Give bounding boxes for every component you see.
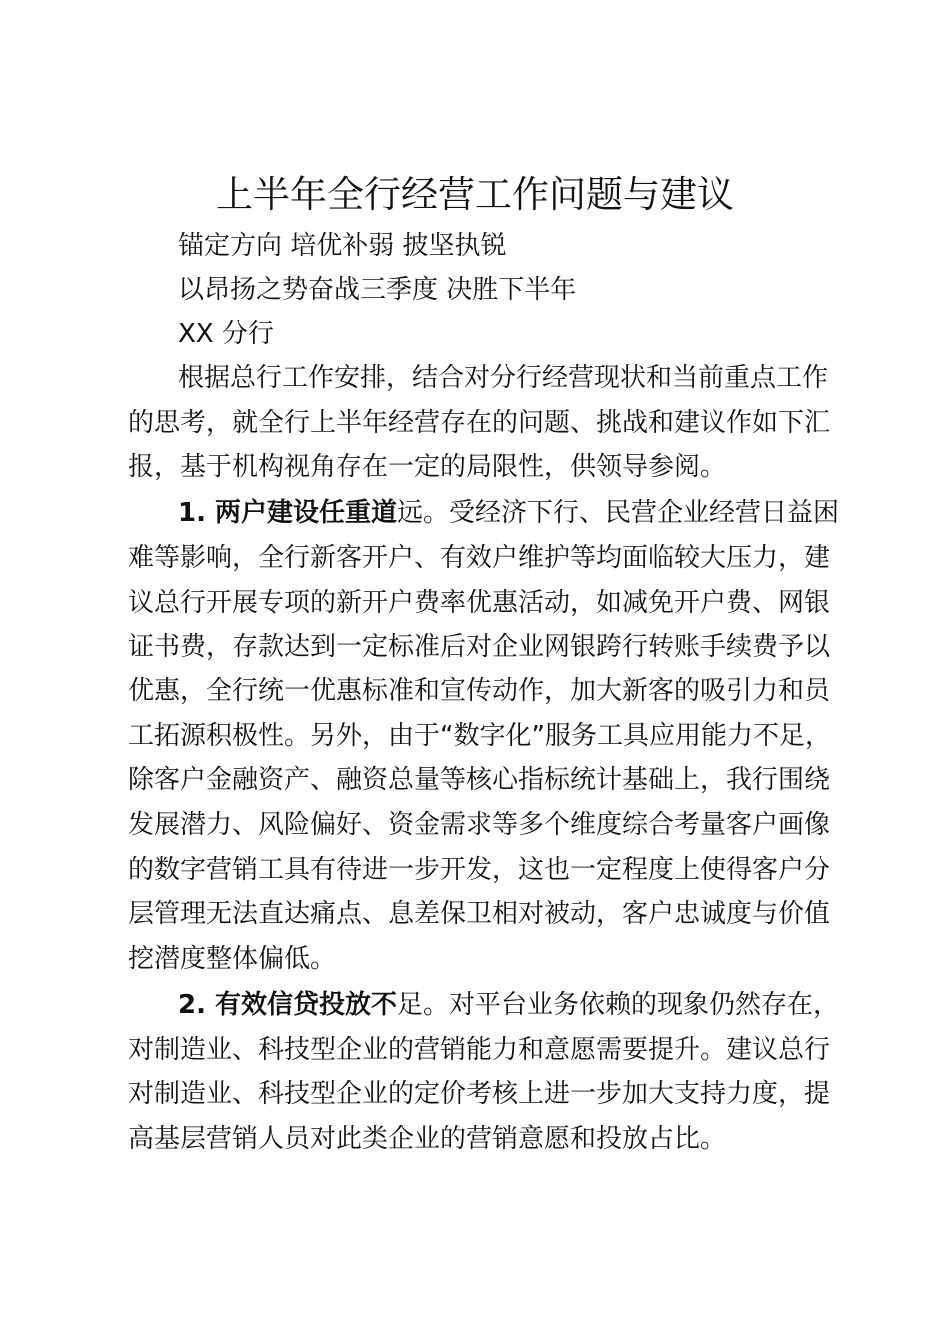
section1-heading: 1. 两户建设任重道 xyxy=(178,498,398,528)
document-title: 上半年全行经营工作问题与建议 xyxy=(216,173,734,216)
section2-heading: 2. 有效信贷投放不 xyxy=(178,990,398,1020)
section1-line: 优惠，全行统一优惠标准和宣传动作，加大新客的吸引力和员 xyxy=(128,676,831,706)
section1-line: 议总行开展专项的新开户费率优惠活动，如减免开户费、网银 xyxy=(128,588,831,618)
section1-line: 挖潜度整体偏低。 xyxy=(128,944,337,974)
subtitle-line-1: 锚定方向 培优补弱 披坚执锐 xyxy=(178,231,507,261)
section1-line: 发展潜力、风险偏好、资金需求等多个维度综合考量客户画像 xyxy=(128,810,831,840)
section1-line: 工拓源积极性。另外，由于“数字化”服务工具应用能力不足， xyxy=(128,721,831,751)
intro-line: 的思考，就全行上半年经营存在的问题、挑战和建议作如下汇 xyxy=(128,408,831,438)
author-line: XX 分行 xyxy=(178,319,274,349)
section1-heading-tail: 远。受经济下行、民营企业经营日益困 xyxy=(397,498,840,528)
intro-line: 报，基于机构视角存在一定的局限性，供领导参阅。 xyxy=(128,452,727,482)
section1-first-line xyxy=(178,491,839,535)
section2-heading-tail: 足。对平台业务依赖的现象仍然存在， xyxy=(397,990,840,1020)
section2-line: 对制造业、科技型企业的定价考核上进一步加大支持力度，提 xyxy=(128,1079,831,1109)
section1-line: 难等影响，全行新客开户、有效户维护等均面临较大压力，建 xyxy=(128,543,831,573)
section1-line: 证书费，存款达到一定标准后对企业网银跨行转账手续费予以 xyxy=(128,632,831,662)
section2-first-line xyxy=(178,983,839,1027)
section2-line: 对制造业、科技型企业的营销能力和意愿需要提升。建议总行 xyxy=(128,1035,831,1065)
intro-line: 根据总行工作安排，结合对分行经营现状和当前重点工作 xyxy=(178,363,829,393)
section1-line: 层管理无法直达痛点、息差保卫相对被动，客户忠诚度与价值 xyxy=(128,899,831,929)
section1-line: 的数字营销工具有待进一步开发，这也一定程度上使得客户分 xyxy=(128,855,831,885)
section1-line: 除客户金融资产、融资总量等核心指标统计基础上，我行围绕 xyxy=(128,765,831,795)
section2-line: 高基层营销人员对此类企业的营销意愿和投放占比。 xyxy=(128,1124,727,1154)
subtitle-line-2: 以昂扬之势奋战三季度 决胜下半年 xyxy=(178,275,577,305)
